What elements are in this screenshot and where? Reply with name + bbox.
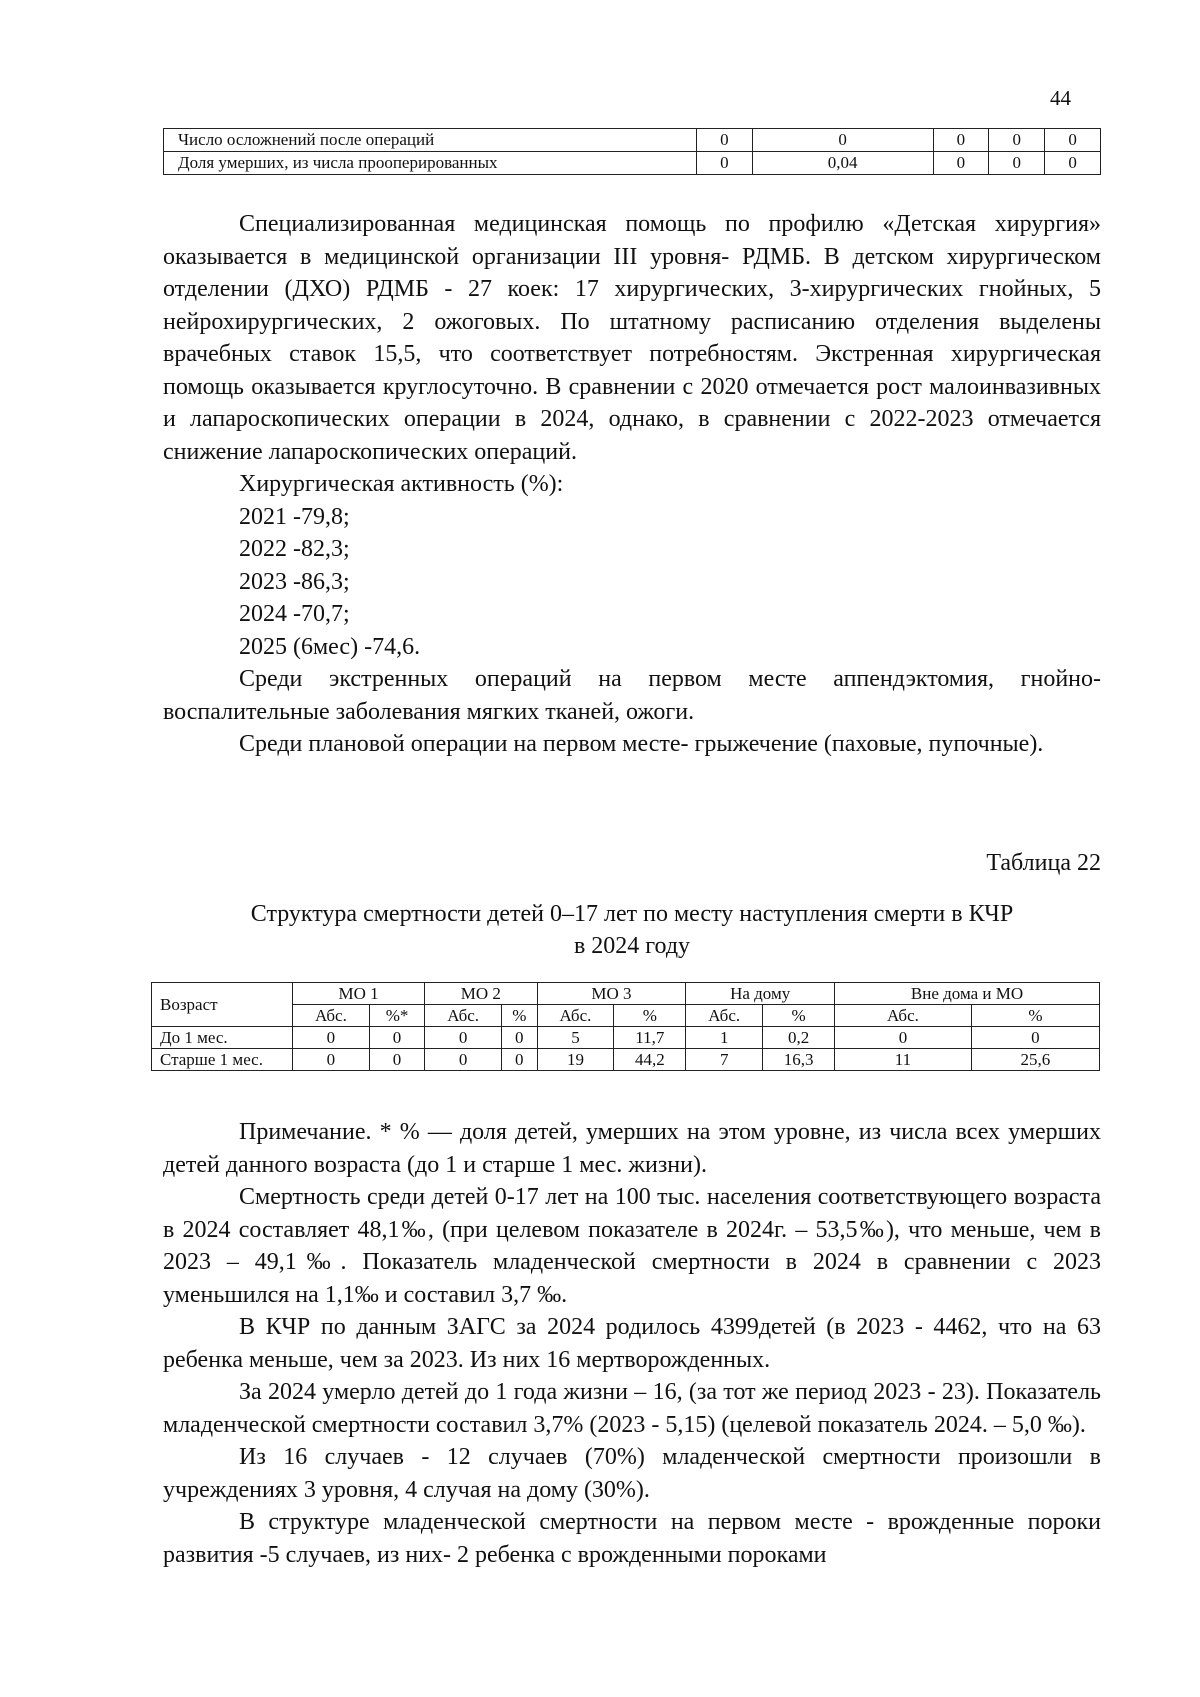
row-label: Старше 1 мес. (152, 1049, 293, 1071)
activity-heading: Хирургическая активность (%): (239, 471, 564, 497)
activity-item: 2024 -70,7; (239, 601, 350, 627)
subheader: % (971, 1005, 1099, 1027)
table-cell: 19 (537, 1049, 614, 1071)
table-cell: 25,6 (971, 1049, 1099, 1071)
table-cell: 5 (537, 1027, 614, 1049)
activity-item: 2025 (6мес) -74,6. (239, 633, 421, 660)
subheader: Абс. (537, 1005, 614, 1027)
subheader: % (763, 1005, 835, 1027)
activity-item: 2021 -79,8; (239, 503, 350, 530)
group-header: МО 3 (537, 983, 686, 1005)
table-cell: 0 (933, 129, 989, 152)
group-header: МО 1 (293, 983, 425, 1005)
table-cell: 16,3 (763, 1049, 835, 1071)
table-cell: 11,7 (614, 1027, 686, 1049)
table-row (152, 1049, 1100, 1071)
table-row (164, 129, 1101, 152)
table-title (163, 898, 1101, 962)
subheader: Абс. (293, 1005, 370, 1027)
table-cell: 0,04 (752, 152, 933, 175)
mortality-table (151, 982, 1100, 1071)
subheader: % (614, 1005, 686, 1027)
subheader: %* (369, 1005, 424, 1027)
activity-item: 2022 -82,3; (239, 536, 350, 562)
subheader-row (152, 1005, 1100, 1027)
table-cell: 0 (293, 1049, 370, 1071)
surgery-section (163, 208, 1101, 761)
table-cell: 0 (1045, 152, 1101, 175)
table-cell: 0 (989, 129, 1045, 152)
header-row (152, 983, 1100, 1005)
table-cell: 7 (686, 1049, 763, 1071)
table-cell: 0 (697, 152, 753, 175)
table-cell: 0 (502, 1049, 537, 1071)
table-cell: 1 (686, 1027, 763, 1049)
table-cell: 0 (835, 1027, 972, 1049)
mortality-section (163, 1116, 1101, 1571)
row-label: Число осложнений после операций (164, 129, 697, 152)
row-label: До 1 мес. (152, 1027, 293, 1049)
row-label: Доля умерших, из числа прооперированных (164, 152, 697, 175)
paragraph: В структуре младенческой смертности на первом месте - врожденные пороки развития -5 случаев, из них- 2 ребенка с врожденными пороками (163, 1509, 1101, 1568)
table-cell: 0 (971, 1027, 1099, 1049)
table-row (164, 152, 1101, 175)
note: Примечание. * % — доля детей, умерших на этом уровне, из числа всех умерших детей данного возраста (до 1 и старше 1 мес. жизни). (163, 1119, 1101, 1178)
subheader: Абс. (835, 1005, 972, 1027)
group-header: Вне дома и МО (835, 983, 1100, 1005)
table-row (152, 1027, 1100, 1049)
paragraph: Из 16 случаев - 12 случаев (70%) младенческой смертности произошли в учреждениях 3 уровня, 4 случая на дому (30%). (163, 1444, 1101, 1503)
subheader: Абс. (686, 1005, 763, 1027)
table-title-line: Структура смертности детей 0–17 лет по месту наступления смерти в КЧР (250, 901, 1014, 927)
paragraph: Смертность среди детей 0-17 лет на 100 тыс. населения соответствующего возраста в 2024 составляет 48,1‰, (при целевом показателе в 2024г. – 53,5‰), что меньше, чем в 2023 – 49,1‰. Показатель младенческой смертности в 2024 в сравнении с 2023 уменьшился на 1,1‰ и составил 3,7 ‰. (163, 1184, 1101, 1308)
group-header: На дому (686, 983, 835, 1005)
table-cell: 44,2 (614, 1049, 686, 1071)
table-cell: 0 (293, 1027, 370, 1049)
subheader: Абс. (425, 1005, 502, 1027)
table-cell: 0 (752, 129, 933, 152)
paragraph: Среди экстренных операций на первом месте аппендэктомия, гнойно-воспалительные заболевания мягких тканей, ожоги. (163, 666, 1101, 725)
table-cell: 0 (369, 1027, 424, 1049)
table-cell: 0 (933, 152, 989, 175)
table-title-line: в 2024 году (573, 933, 691, 959)
paragraph: Среди плановой операции на первом месте- грыжечение (паховые, пупочные). (239, 731, 1044, 757)
paragraph: За 2024 умерло детей до 1 года жизни – 16, (за тот же период 2023 - 23). Показатель младенческой смертности составил 3,7% (2023 - 5,15) (целевой показатель 2024. – 5,0 ‰). (163, 1379, 1101, 1438)
table-cell: 0 (369, 1049, 424, 1071)
table-cell: 0 (425, 1027, 502, 1049)
table-cell: 0 (502, 1027, 537, 1049)
table-cell: 0,2 (763, 1027, 835, 1049)
table-cell: 0 (989, 152, 1045, 175)
group-header: МО 2 (425, 983, 537, 1005)
table-cell: 11 (835, 1049, 972, 1071)
operations-table (163, 128, 1101, 175)
activity-item: 2023 -86,3; (239, 568, 350, 595)
table-cell: 0 (1045, 129, 1101, 152)
table-cell: 0 (425, 1049, 502, 1071)
table-caption: Таблица 22 (986, 850, 1101, 876)
subheader: % (502, 1005, 537, 1027)
paragraph: В КЧР по данным ЗАГС за 2024 родилось 4399детей (в 2023 - 4462, что на 63 ребенка меньше, чем за 2023. Из них 16 мертворожденных. (163, 1314, 1101, 1373)
page-number: 44 (1050, 86, 1071, 110)
table-cell: 0 (697, 129, 753, 152)
age-header: Возраст (152, 983, 293, 1027)
paragraph: Специализированная медицинская помощь по профилю «Детская хирургия» оказывается в медицинской организации III уровня- РДМБ. В детском хирургическом отделении (ДХО) РДМБ - 27 коек: 17 хирургических, 3-хирургических гнойных, 5 нейрохирургических, 2 ожоговых. По штатному расписанию отделения выделены врачебных ставок 15,5, что соответствует потребностям. Экстренная хирургическая помощь оказывается круглосуточно. В сравнении с 2020 отмечается рост малоинвазивных и лапароскопических операции в 2024, однако, в сравнении с 2022-2023 отмечается снижение лапароскопических операций. (163, 211, 1101, 465)
